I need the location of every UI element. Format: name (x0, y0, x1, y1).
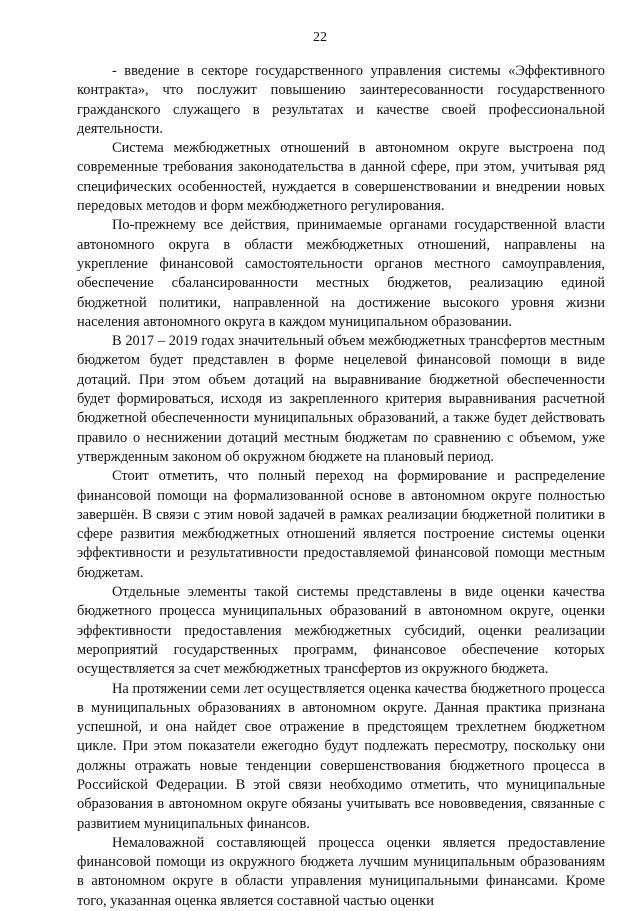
document-body (77, 62, 605, 911)
paragraph-financial-assistance: Немаловажной составляющей процесса оценки является предоставление финансовой помощи из окружного бюджета лучшим муниципальным образованиям в автономном округе в области управления муниципальными финансами. Кроме того, указанная оценка является составной частью оценки (77, 834, 605, 909)
paragraph-evaluation-elements: Отдельные элементы такой системы представлены в виде оценки качества бюджетного процесса муниципальных образований в автономном округе, оценки эффективности предоставления межбюджетных субсидий, оценки реализации мероприятий государственных программ, финансовое обеспечение которых осуществляется за счет межбюджетных трансфертов из окружного бюджета. (77, 584, 605, 678)
paragraph-effective-contract: - введение в секторе государственного управления системы «Эффективного контракта», что послужит повышению заинтересованности государственного гражданского служащего в результатах и качестве своей профессиональной деятельности. (77, 63, 605, 137)
paragraph-interbudget-system: Система межбюджетных отношений в автономном округе выстроена под современные требования законодательства в данной сфере, при этом, учитывая ряд специфических особенностей, нуждается в совершенствовании и внедрении новых передовых методов и форм межбюджетного регулирования. (77, 140, 605, 215)
paragraph-state-actions: По-прежнему все действия, принимаемые органами государственной власти автономного округа в области межбюджетных отношений, направлены на укрепление финансовой самостоятельности органов местного самоуправления, обеспечение сбалансированности местных бюджетов, реализацию единой бюджетной политики, направленной на достижение высокого уровня жизни населения автономного округа в каждом муниципальном образовании. (77, 217, 605, 330)
paragraph-formalized-transition: Стоит отметить, что полный переход на формирование и распределение финансовой помощи на формализованной основе в автономном округе полностью завершён. В связи с этим новой задачей в рамках реализации бюджетной политики в сфере развития межбюджетных отношений является построение системы оценки эффективности и результативности предоставляемой финансовой помощи местным бюджетам. (77, 468, 605, 581)
page-number: 22 (313, 30, 327, 45)
paragraph-transfers-2017-2019: В 2017 – 2019 годах значительный объем межбюджетных трансфертов местным бюджетом будет представлен в форме нецелевой финансовой помощи в виде дотаций. При этом объем дотаций на выравнивание бюджетной обеспеченности будет формироваться, исходя из закрепленного критерия выравнивания расчетной бюджетной обеспеченности муниципальных образований, а также будет действовать правило о неснижении дотаций местным бюджетам по сравнению с объемом, уже утвержденным законом об окружном бюджете на плановый период. (77, 333, 605, 465)
paragraph-budget-process-assessment: На протяжении семи лет осуществляется оценка качества бюджетного процесса в муниципальных образованиях в автономном округе. Данная практика признана успешной, и она найдет свое отражение в предстоящем трехлетнем бюджетном цикле. При этом показатели ежегодно будут подлежать пересмотру, поскольку они должны отражать новые тенденции совершенствования бюджетного процесса в Российской Федерации. В этой связи необходимо отметить, что муниципальные образования в автономном округе обязаны учитывать все нововведения, связанные с развитием муниципальных финансов. (77, 680, 605, 832)
